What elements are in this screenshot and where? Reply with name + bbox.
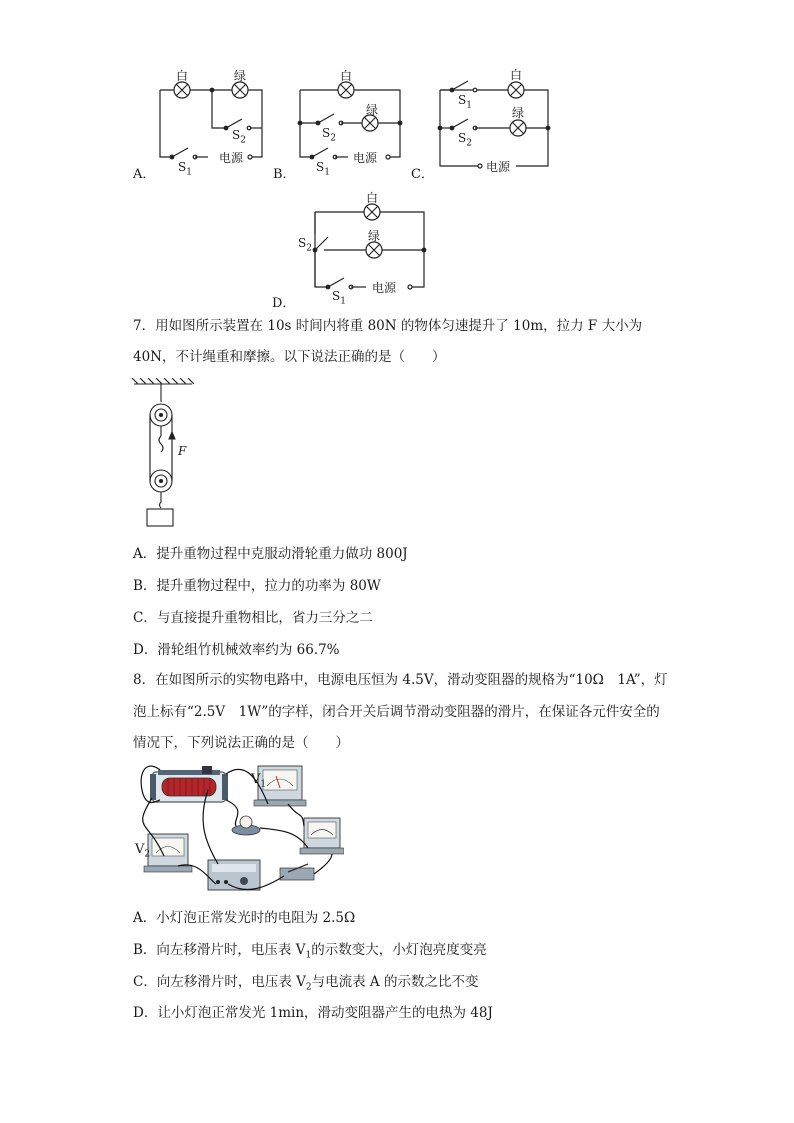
option-a-letter: A． [133, 167, 156, 182]
option-b-letter: B． [273, 167, 296, 182]
rheostat [150, 766, 228, 802]
label-a-power: 电源 [219, 151, 244, 165]
circuit-b [298, 90, 402, 159]
label-b-white: 白 [340, 69, 353, 83]
label-a-s1: $S_1$ [178, 160, 192, 178]
q7-force-label: F [178, 444, 187, 458]
label-b-power: 电源 [353, 151, 378, 165]
q8-v1-label: $V_1$ [251, 772, 267, 790]
q8-stem-line2: 泡上标有“2.5V 1W”的字样，闭合开关后调节滑动变阻器的滑片，在保证各元件安全的 [133, 704, 660, 720]
switch [280, 864, 314, 880]
q8-option-d: D．让小灯泡正常发光 1min，滑动变阻器产生的电热为 48J [133, 1005, 493, 1021]
label-b-green: 绿 [366, 103, 379, 117]
q7-option-a: A．提升重物过程中克服动滑轮重力做功 800J [133, 546, 408, 562]
option-d-letter: D． [272, 296, 296, 311]
label-c-white: 白 [510, 68, 523, 82]
q8-option-b: B．向左移滑片时，电压表 $V_1$的示数变大，小灯泡亮度变亮 [133, 942, 487, 961]
q7-pulley-diagram [128, 378, 208, 530]
power-supply [208, 860, 260, 890]
q7-option-d: D．滑轮组竹机械效率约为 66.7% [133, 642, 340, 658]
q6-circuit-diagrams [0, 0, 794, 310]
option-c-letter: C． [411, 167, 434, 182]
q7-option-b: B．提升重物过程中，拉力的功率为 80W [133, 578, 381, 594]
q8-option-c: C．向左移滑片时，电压表 $V_2$与电流表 A 的示数之比不变 [133, 974, 479, 993]
q7-option-c: C．与直接提升重物相比，省力三分之二 [133, 610, 373, 626]
label-a-green: 绿 [234, 69, 247, 83]
label-d-s2: $S_2$ [298, 236, 312, 254]
label-c-power: 电源 [486, 160, 511, 174]
voltmeter-v2 [144, 834, 192, 872]
label-d-white: 白 [366, 191, 379, 205]
label-a-s2: $S_2$ [232, 128, 246, 146]
q7-stem-line2: 40N，不计绳重和摩擦。以下说法正确的是（ ） [133, 349, 446, 365]
label-c-green: 绿 [512, 106, 525, 120]
circuit-a [160, 88, 262, 159]
q8-v2-label: $V_2$ [135, 842, 151, 860]
q8-option-a: A．小灯泡正常发光时的电阻为 2.5Ω [133, 910, 356, 926]
ammeter-a [300, 818, 344, 854]
q8-stem-line1: 8．在如图所示的实物电路中，电源电压恒为 4.5V，滑动变阻器的规格为“10Ω 1A”，灯 [133, 672, 668, 688]
q7-stem-line1: 7．用如图所示装置在 10s 时间内将重 80N 的物体匀速提升了 10m，拉力 F 大小为 [133, 318, 643, 334]
q8-physical-circuit [128, 760, 344, 896]
circuit-c [438, 81, 550, 168]
label-a-white: 白 [176, 69, 189, 83]
label-b-s2: $S_2$ [322, 126, 336, 144]
label-d-s1: $S_1$ [332, 289, 346, 307]
label-d-power: 电源 [372, 281, 397, 295]
label-c-s1: $S_1$ [458, 93, 472, 111]
label-d-green: 绿 [368, 229, 381, 243]
label-b-s1: $S_1$ [316, 160, 330, 178]
label-c-s2: $S_2$ [458, 131, 472, 149]
q8-stem-line3: 情况下，下列说法正确的是（ ） [133, 735, 349, 751]
